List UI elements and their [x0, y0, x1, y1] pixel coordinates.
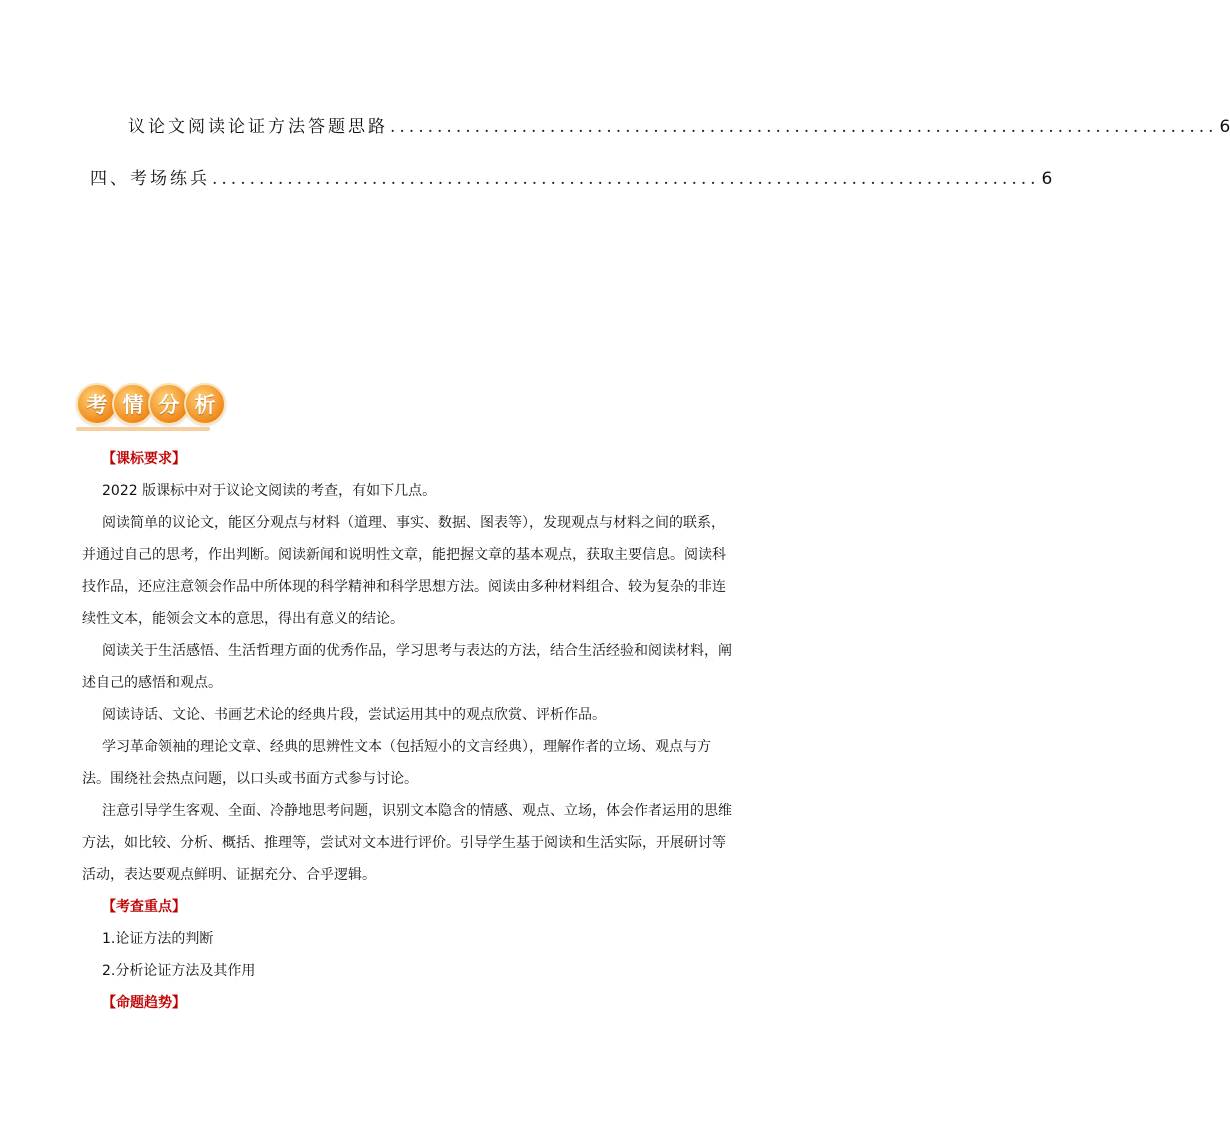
toc-entry[interactable]	[128, 112, 1230, 137]
paragraph: 阅读简单的议论文，能区分观点与材料（道理、事实、数据、图表等），发现观点与材料之间的联系，并通过自己的思考，作出判断。阅读新闻和说明性文章，能把握文章的基本观点，获取主要信息。阅读科技作品，还应注意领会作品中所体现的科学精神和科学思想方法。阅读由多种材料组合、较为复杂的非连续性文本，能领会文本的意思，得出有意义的结论。	[82, 515, 726, 627]
toc-entry-label: 议论文阅读论证方法答题思路	[128, 117, 388, 137]
mingti-heading: 【命题趋势】	[102, 995, 186, 1011]
badge-char: 考	[76, 383, 118, 425]
toc-page-number: 6	[1219, 117, 1230, 137]
toc-entry-label: 四、考场练兵	[90, 169, 210, 189]
badge-char: 析	[184, 383, 226, 425]
document-body	[82, 443, 732, 1019]
paragraph: 阅读关于生活感悟、生活哲理方面的优秀作品，学习思考与表达的方法，结合生活经验和阅读材料，阐述自己的感悟和观点。	[82, 643, 732, 691]
kaocha-item: 1.论证方法的判断	[102, 931, 214, 947]
toc-page-number: 6	[1041, 169, 1053, 189]
paragraph: 注意引导学生客观、全面、冷静地思考问题，识别文本隐含的情感、观点、立场，体会作者运用的思维方法，如比较、分析、概括、推理等，尝试对文本进行评价。引导学生基于阅读和生活实际，开展研讨等活动，表达要观点鲜明、证据充分、合乎逻辑。	[82, 803, 732, 883]
section-heading-badge	[74, 383, 226, 435]
kaocha-item: 2.分析论证方法及其作用	[102, 963, 256, 979]
toc-entry[interactable]	[90, 164, 1053, 189]
paragraph: 阅读诗话、文论、书画艺术论的经典片段，尝试运用其中的观点欣赏、评析作品。	[102, 707, 606, 723]
toc-leader-dots: ........................................................................................	[390, 117, 1218, 137]
badge-char: 分	[148, 383, 190, 425]
kaocha-heading: 【考查重点】	[102, 899, 186, 915]
kebiao-heading: 【课标要求】	[102, 451, 186, 467]
badge-underline	[76, 427, 210, 431]
paragraph: 学习革命领袖的理论文章、经典的思辨性文本（包括短小的文言经典），理解作者的立场、观点与方法。围绕社会热点问题，以口头或书面方式参与讨论。	[82, 739, 711, 787]
intro-line: 2022 版课标中对于议论文阅读的考查，有如下几点。	[102, 483, 437, 499]
badge-char: 情	[112, 383, 154, 425]
toc-leader-dots: ........................................................................................	[212, 169, 1040, 189]
